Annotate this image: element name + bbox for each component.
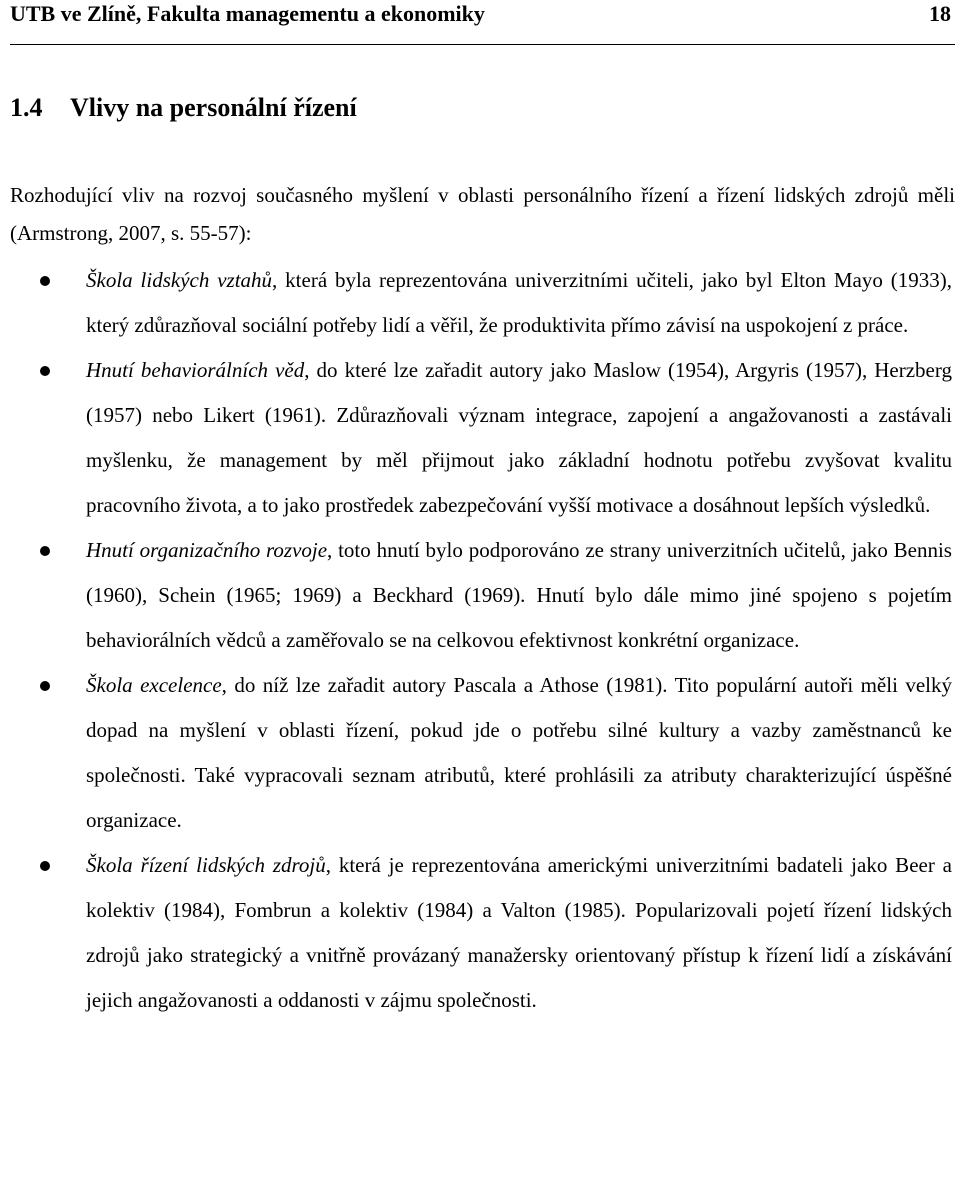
section-heading (10, 93, 357, 123)
page-number: 18 (929, 1, 951, 26)
header-title: UTB ve Zlíně, Fakulta managementu a ekonomiky (10, 1, 485, 26)
bullet-term: Hnutí organizačního rozvoje (86, 538, 328, 562)
bullet-text: , která je reprezentována americkými univerzitními badateli jako Beer a kolektiv (1984), Fombrun a kolektiv (1984) a Valton (1985). Popularizovali pojetí řízení lidských zdrojů jako strategický a vnitřně provázaný manažersky orientovaný přístup k řízení lidí a získávání jejich angažovanosti a oddanosti v zájmu společnosti. (86, 853, 952, 1012)
bullet-term: Škola lidských vztahů (86, 268, 273, 292)
bullet-icon (40, 276, 50, 286)
bullet-term: Škola excelence (86, 673, 222, 697)
bullet-text: , toto hnutí bylo podporováno ze strany univerzitních učitelů, jako Bennis (1960), Schein (1965; 1969) a Beckhard (1969). Hnutí bylo dále mimo jiné spojeno s pojetím behaviorálních vědců a zaměřovalo se na celkovou efektivnost konkrétní organizace. (86, 538, 952, 652)
bullet-text: , do které lze zařadit autory jako Maslow (1954), Argyris (1957), Herzberg (1957) nebo Likert (1961). Zdůrazňovali význam integrace, zapojení a angažovanosti a zastávali myšlenku, že management by měl přijmout jako základní hodnotu potřebu zvyšovat kvalitu pracovního života, a to jako prostředek zabezpečování vyšší motivace a dosáhnout lepších výsledků. (86, 358, 952, 517)
intro-paragraph: Rozhodující vliv na rozvoj současného myšlení v oblasti personálního řízení a řízení lidských zdrojů měli (Armstrong, 2007, s. 55-57): (10, 183, 955, 245)
bullet-item (0, 258, 960, 348)
bullet-list (0, 258, 960, 1023)
bullet-item (0, 663, 960, 843)
bullet-item (0, 843, 960, 1023)
bullet-term: Škola řízení lidských zdrojů (86, 853, 326, 877)
bullet-icon (40, 861, 50, 871)
bullet-icon (40, 546, 50, 556)
bullet-text: , do níž lze zařadit autory Pascala a Athose (1981). Tito populární autoři měli velký dopad na myšlení v oblasti řízení, pokud jde o potřebu silné kultury a vazby zaměstnanců ke společnosti. Také vypracovali seznam atributů, které prohlásili za atributy charakterizující úspěšné organizace. (86, 673, 952, 832)
page-header (10, 0, 955, 45)
bullet-term: Hnutí behaviorálních věd (86, 358, 305, 382)
section-number: 1.4 (10, 93, 43, 122)
section-title: Vlivy na personální řízení (70, 93, 357, 122)
bullet-item (0, 528, 960, 663)
bullet-text: , která byla reprezentována univerzitními učiteli, jako byl Elton Mayo (1933), který zdůrazňoval sociální potřeby lidí a věřil, že produktivita přímo závisí na uspokojení z práce. (86, 268, 952, 337)
bullet-item (0, 348, 960, 528)
bullet-icon (40, 681, 50, 691)
bullet-icon (40, 366, 50, 376)
